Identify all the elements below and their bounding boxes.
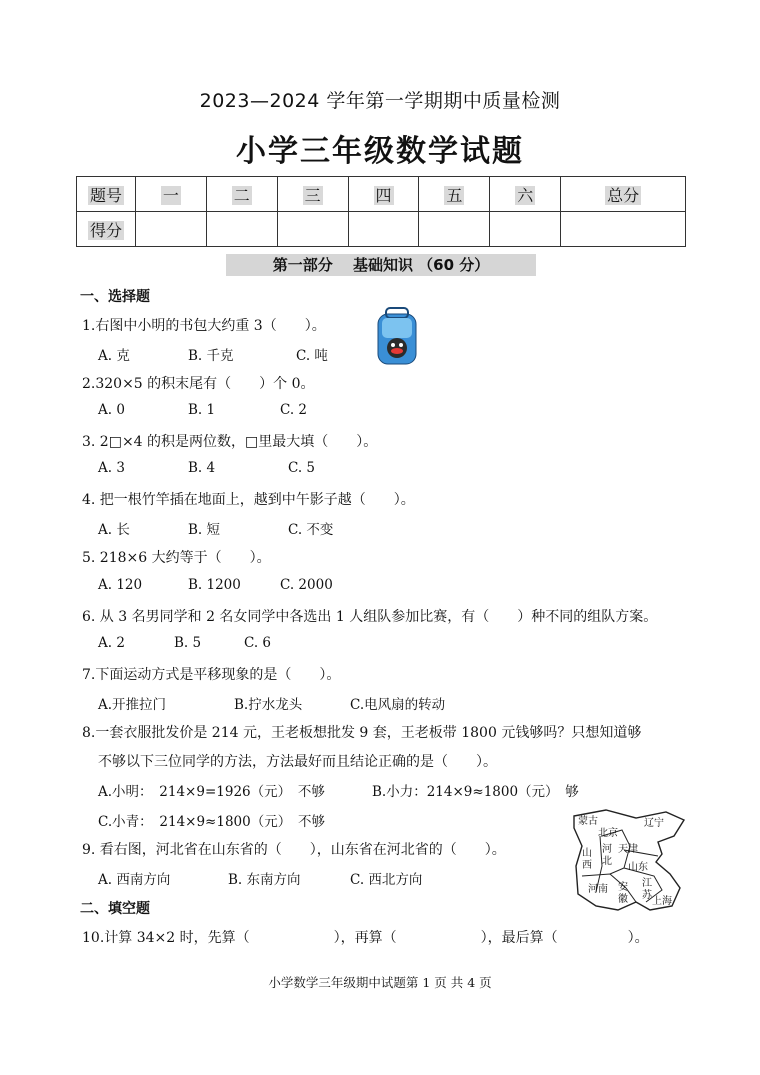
q1-option-c: C. 吨 [296,348,328,364]
q7-option-b: B.拧水龙头 [234,697,303,713]
question-10: 10.计算 34×2 时，先算（ ），再算（ ），最后算（ ）。 [82,930,649,946]
backpack-image [372,304,422,368]
score-cell-1: 一 [162,185,179,205]
q9-option-b: B. 东南方向 [228,872,301,888]
section-fill-heading: 二、填空题 [80,901,150,917]
q3-option-c: C. 5 [288,460,316,476]
map-label-anhui: 安徽 [618,882,628,905]
q4-option-c: C. 不变 [288,522,334,538]
q4-option-b: B. 短 [188,522,221,538]
score-cell-2: 二 [233,185,250,205]
page-footer: 小学数学三年级期中试题第 1 页 共 4 页 [268,975,492,990]
question-3: 3. 2□×4 的积是两位数，□里最大填（ ）。 [82,434,378,450]
province-map [566,806,690,918]
q1-option-a: A. 克 [98,348,130,364]
score-input-1[interactable] [136,212,207,247]
question-6: 6. 从 3 名男同学和 2 名女同学中各选出 1 人组队参加比赛，有（ ）种不同的组队方案。 [82,609,658,625]
map-label-beijing: 北京 [598,828,618,839]
question-8-line-1: 8.一套衣服批发价是 214 元，王老板想批发 9 套，王老板带 1800 元钱够吗？只想知道够 [82,725,642,741]
question-4: 4. 把一根竹竿插在地面上，越到中午影子越（ ）。 [82,492,415,508]
map-label-tianjin: 天津 [618,844,638,855]
score-input-4[interactable] [348,212,419,247]
map-label-henan: 河南 [588,884,608,895]
score-table-header-row [77,177,686,212]
q6-option-b: B. 5 [174,635,202,651]
q5-option-c: C. 2000 [280,577,333,593]
q7-option-a: A.开推拉门 [98,697,167,713]
score-input-5[interactable] [419,212,490,247]
question-9: 9. 看右图，河北省在山东省的（ ），山东省在河北省的（ ）。 [82,842,506,858]
map-label-shanghai: 上海 [652,896,672,907]
score-cell-3: 三 [304,185,321,205]
q8-option-a: A.小明： 214×9=1926（元） 不够 [98,784,325,800]
q6-option-c: C. 6 [244,635,272,651]
score-cell-total: 总分 [607,185,640,205]
q9-option-c: C. 西北方向 [350,872,423,888]
question-8-line-2: 不够以下三位同学的方法，方法最好而且结论正确的是（ ）。 [98,754,497,770]
q8-option-c: C.小青： 214×9≈1800（元） 不够 [98,814,325,830]
score-table [76,176,686,247]
score-input-3[interactable] [277,212,348,247]
score-cell-4: 四 [375,185,392,205]
section-choice-heading: 一、选择题 [80,289,150,305]
map-label-liaoning: 辽宁 [644,818,664,829]
q3-option-b: B. 4 [188,460,216,476]
score-cell-5: 五 [446,185,463,205]
map-label-shanxi: 山西 [582,848,592,871]
part-title: 第一部分 基础知识 （60 分） [226,254,536,276]
score-row-label: 得分 [89,220,122,240]
q4-option-a: A. 长 [98,522,130,538]
score-input-6[interactable] [490,212,561,247]
score-cell-label: 题号 [89,185,122,205]
q1-option-b: B. 千克 [188,348,234,364]
question-2: 2.320×5 的积末尾有（ ）个 0。 [82,376,315,392]
q2-option-b: B. 1 [188,402,216,418]
score-input-2[interactable] [206,212,277,247]
exam-subtitle: 2023—2024 学年第一学期期中质量检测 [199,90,561,112]
q2-option-c: C. 2 [280,402,308,418]
exam-title: 小学三年级数学试题 [236,134,524,169]
map-label-hebei: 河北 [602,844,612,867]
map-label-jiangsu: 江苏 [642,878,652,901]
score-cell-6: 六 [517,185,534,205]
q7-option-c: C.电风扇的转动 [350,697,446,713]
q8-option-b: B.小力：214×9≈1800（元） 够 [372,784,579,800]
q2-option-a: A. 0 [98,402,125,418]
question-1: 1.右图中小明的书包大约重 3（ ）。 [82,318,326,334]
question-7: 7.下面运动方式是平移现象的是（ ）。 [82,667,341,683]
map-label-mongolia: 蒙古 [578,816,598,827]
score-table-score-row [77,212,686,247]
q5-option-a: A. 120 [98,577,143,593]
q5-option-b: B. 1200 [188,577,241,593]
q9-option-a: A. 西南方向 [98,872,171,888]
map-label-shandong: 山东 [628,862,648,873]
q6-option-a: A. 2 [98,635,125,651]
score-input-total[interactable] [561,212,686,247]
question-5: 5. 218×6 大约等于（ ）。 [82,550,271,566]
q3-option-a: A. 3 [98,460,125,476]
